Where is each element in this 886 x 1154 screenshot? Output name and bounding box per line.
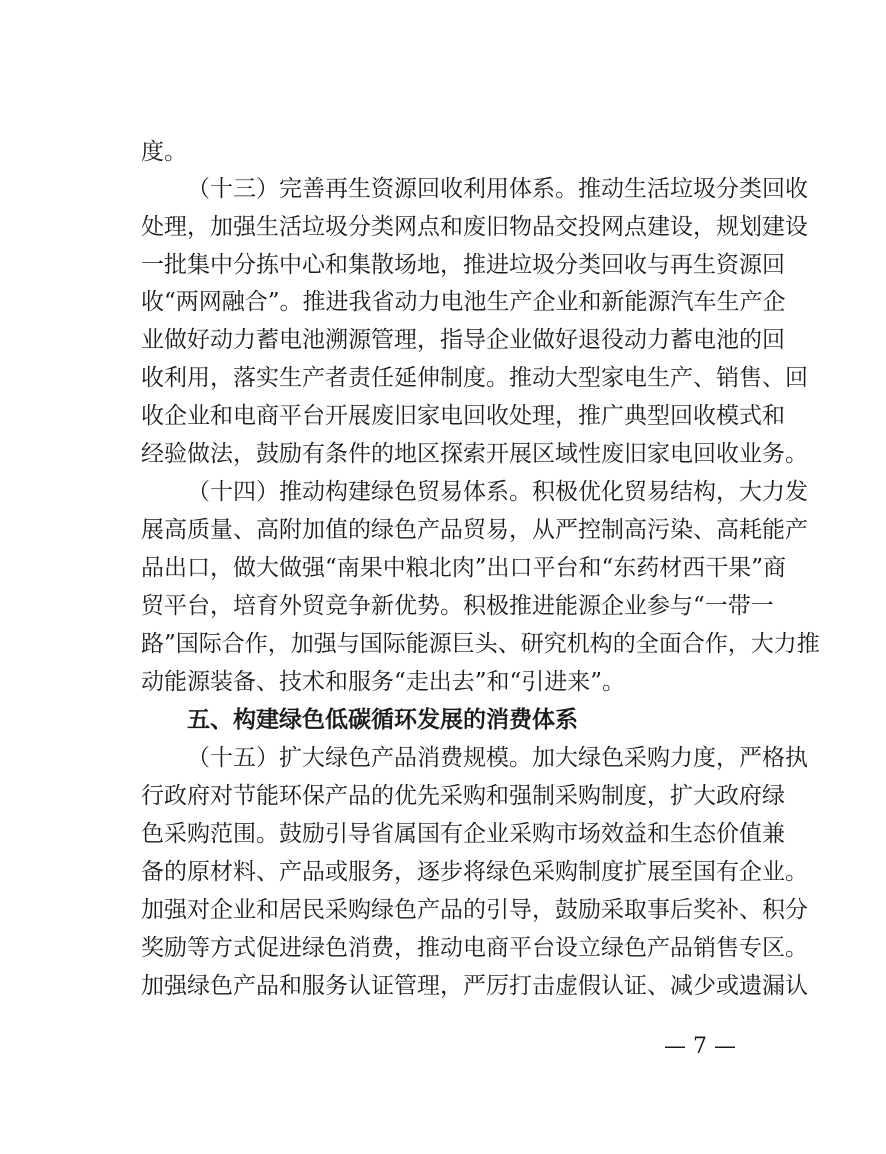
- text-line: 经验做法，鼓励有条件的地区探索开展区域性废旧家电回收业务。: [141, 441, 808, 467]
- text-line: （十四）推动构建绿色贸易体系。积极优化贸易结构，大力发: [187, 479, 808, 505]
- text-line: 加强对企业和居民采购绿色产品的引导，鼓励采取事后奖补、积分: [141, 897, 808, 923]
- text-line: 贸平台，培育外贸竞争新优势。积极推进能源企业参与“一带一: [141, 593, 774, 619]
- text-line: 备的原材料、产品或服务，逐步将绿色采购制度扩展至国有企业。: [141, 859, 808, 885]
- text-line: 路”国际合作，加强与国际能源巨头、研究机构的全面合作，大力推: [141, 631, 820, 657]
- text-line: （十三）完善再生资源回收利用体系。推动生活垃圾分类回收: [187, 176, 808, 202]
- text-line: （十五）扩大绿色产品消费规模。加大绿色采购力度，严格执: [187, 745, 808, 771]
- section-heading: 五、构建绿色低碳循环发展的消费体系: [187, 707, 578, 733]
- text-line: 度。: [141, 139, 187, 165]
- text-line: 品出口，做大做强“南果中粮北肉”出口平台和“东药材西干果”商: [141, 555, 787, 581]
- text-line: 收“两网融合”。推进我省动力电池生产企业和新能源汽车生产企: [141, 289, 786, 315]
- text-line: 行政府对节能环保产品的优先采购和强制采购制度，扩大政府绿: [141, 783, 785, 809]
- page-number: — 7 —: [664, 1034, 736, 1059]
- text-line: 业做好动力蓄电池溯源管理，指导企业做好退役动力蓄电池的回: [141, 327, 785, 353]
- text-line: 色采购范围。鼓励引导省属国有企业采购市场效益和生态价值兼: [141, 821, 785, 847]
- text-line: 收利用，落实生产者责任延伸制度。推动大型家电生产、销售、回: [141, 365, 808, 391]
- text-line: 处理，加强生活垃圾分类网点和废旧物品交投网点建设，规划建设: [141, 214, 808, 240]
- text-line: 加强绿色产品和服务认证管理，严厉打击虚假认证、减少或遗漏认: [141, 973, 808, 999]
- text-line: 一批集中分拣中心和集散场地，推进垃圾分类回收与再生资源回: [141, 252, 785, 278]
- text-line: 展高质量、高附加值的绿色产品贸易，从严控制高污染、高耗能产: [141, 517, 808, 543]
- text-line: 收企业和电商平台开展废旧家电回收处理，推广典型回收模式和: [141, 403, 785, 429]
- text-line: 奖励等方式促进绿色消费，推动电商平台设立绿色产品销售专区。: [141, 935, 808, 961]
- text-line: 动能源装备、技术和服务“走出去”和“引进来”。: [141, 669, 626, 695]
